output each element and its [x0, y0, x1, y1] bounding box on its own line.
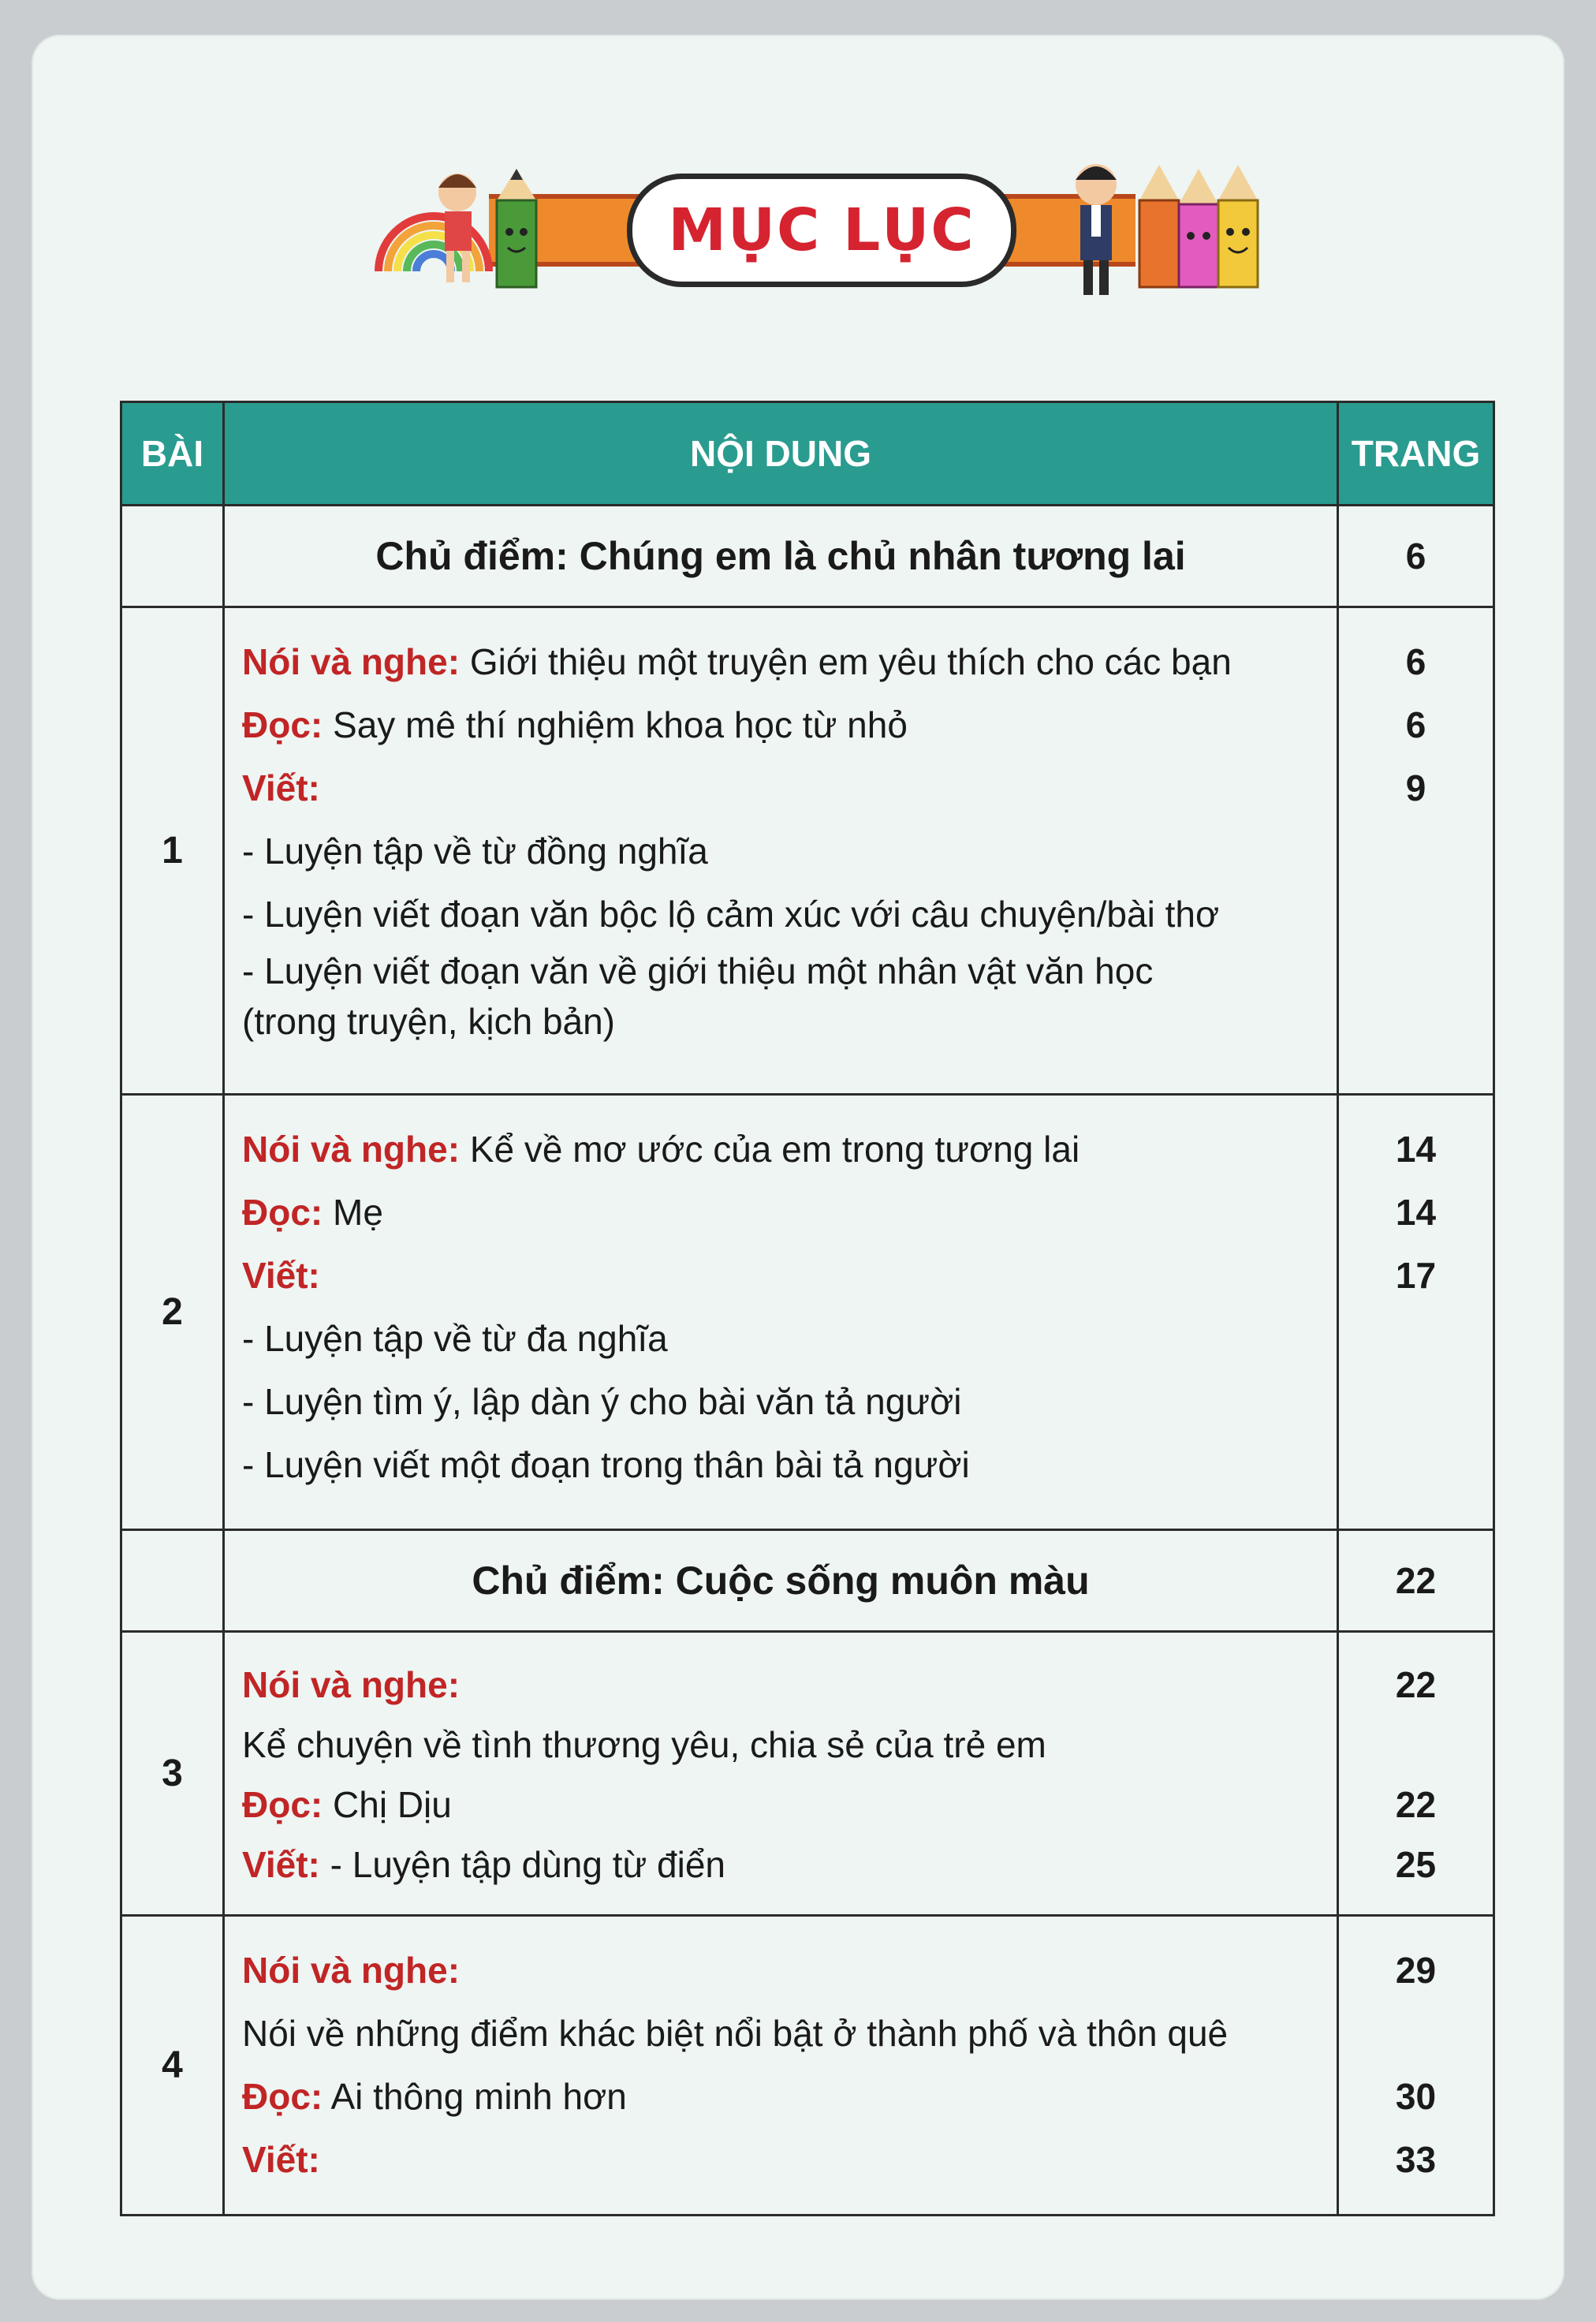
list-item: - Luyện tìm ý, lập dàn ý cho bài văn tả người [242, 1381, 962, 1422]
page-number: 33 [1395, 2139, 1437, 2180]
topic-row [121, 1530, 1494, 1632]
read-text: Chị Dịu [333, 1784, 452, 1825]
lesson-row [121, 1632, 1494, 1916]
list-item: - Luyện viết đoạn văn về giới thiệu một nhân vật văn học [242, 950, 1154, 991]
speak-text: Kể về mơ ước của em trong tương lai [469, 1129, 1080, 1170]
read-line [242, 1775, 1337, 1835]
speak-text: Nói về những điểm khác biệt nổi bật ở thành phố và thôn quê [242, 2013, 1229, 2054]
write-line [242, 756, 1337, 819]
speak-line [242, 1939, 1337, 2002]
list-item: - Luyện tập về từ đồng nghĩa [242, 831, 708, 872]
table-header-row [121, 402, 1494, 506]
boy-icon [1057, 153, 1135, 303]
page-number: 9 [1405, 767, 1426, 808]
speak-label: Nói và nghe: [242, 641, 461, 682]
page-number: 14 [1395, 1129, 1437, 1170]
read-text: Mẹ [333, 1192, 383, 1233]
lesson-number: 3 [121, 1632, 224, 1916]
lesson-number: 2 [121, 1095, 224, 1530]
green-pencil-icon [489, 169, 544, 295]
speak-line [242, 1655, 1337, 1715]
speak-label: Nói và nghe: [242, 1129, 461, 1170]
write-text: - Luyện tập dùng từ điển [330, 1844, 726, 1885]
list-item: (trong truyện, kịch bản) [242, 1001, 616, 1042]
topic-empty-cell [121, 1530, 224, 1632]
pencil-characters-icon [1135, 161, 1262, 295]
read-label: Đọc: [242, 704, 323, 745]
read-label: Đọc: [242, 1192, 323, 1233]
topic-row [121, 506, 1494, 607]
page-numbers [1338, 1632, 1494, 1916]
write-line [242, 1244, 1337, 1307]
topic-page: 22 [1338, 1530, 1494, 1632]
page-numbers [1338, 1916, 1494, 2216]
speak-line [242, 630, 1337, 693]
list-item: - Luyện tập về từ đa nghĩa [242, 1318, 668, 1359]
page-number: 22 [1395, 1784, 1437, 1825]
topic-title: Chủ điểm: Chúng em là chủ nhân tương lai [224, 506, 1338, 607]
header-num: BÀI [121, 402, 224, 506]
list-item: - Luyện viết đoạn văn bộc lộ cảm xúc với câu chuyện/bài thơ [242, 894, 1220, 935]
rainbow-girl-icon [371, 153, 505, 303]
read-label: Đọc: [242, 1784, 323, 1825]
lesson-number: 1 [121, 607, 224, 1095]
page-number: 25 [1395, 1844, 1437, 1885]
speak-text: Giới thiệu một truyện em yêu thích cho các bạn [469, 641, 1232, 682]
read-text: Ai thông minh hơn [330, 2076, 627, 2117]
speak-text: Kể chuyện về tình thương yêu, chia sẻ của trẻ em [242, 1724, 1046, 1765]
header-content: NỘI DUNG [224, 402, 1338, 506]
speak-line [242, 1118, 1337, 1181]
write-label: Viết: [242, 2139, 320, 2180]
page-number: 22 [1395, 1664, 1437, 1705]
page-title: MỤC LỤC [668, 196, 975, 264]
page-numbers [1338, 607, 1494, 1095]
title-pill [627, 174, 1016, 287]
write-line [242, 1835, 1337, 1895]
topic-empty-cell [121, 506, 224, 607]
page-number: 17 [1395, 1255, 1437, 1296]
write-label: Viết: [242, 1255, 320, 1296]
read-label: Đọc: [242, 2076, 323, 2117]
read-line [242, 1181, 1337, 1244]
topic-page: 6 [1338, 506, 1494, 607]
page-number: 14 [1395, 1192, 1437, 1233]
lesson-row [121, 607, 1494, 1095]
read-text: Say mê thí nghiệm khoa học từ nhỏ [333, 704, 908, 745]
page-number: 29 [1395, 1950, 1437, 1991]
toc-table [120, 401, 1495, 2216]
page-number: 6 [1405, 641, 1426, 682]
speak-label: Nói và nghe: [242, 1664, 461, 1705]
lesson-number: 4 [121, 1916, 224, 2216]
read-line [242, 693, 1337, 756]
lesson-row [121, 1916, 1494, 2216]
lesson-content [224, 1095, 1338, 1530]
topic-title: Chủ điểm: Cuộc sống muôn màu [224, 1530, 1338, 1632]
lesson-content [224, 1632, 1338, 1916]
book-page [32, 35, 1564, 2300]
header-page: TRANG [1338, 402, 1494, 506]
speak-label: Nói và nghe: [242, 1950, 461, 1991]
page-number: 6 [1405, 704, 1426, 745]
write-line [242, 2128, 1337, 2191]
page-number: 30 [1395, 2076, 1437, 2117]
page-numbers [1338, 1095, 1494, 1530]
lesson-content [224, 1916, 1338, 2216]
lesson-content [224, 607, 1338, 1095]
list-item: - Luyện viết một đoạn trong thân bài tả người [242, 1444, 970, 1485]
write-label: Viết: [242, 767, 320, 808]
title-banner [371, 153, 1262, 303]
lesson-row [121, 1095, 1494, 1530]
read-line [242, 2065, 1337, 2128]
write-label: Viết: [242, 1844, 320, 1885]
